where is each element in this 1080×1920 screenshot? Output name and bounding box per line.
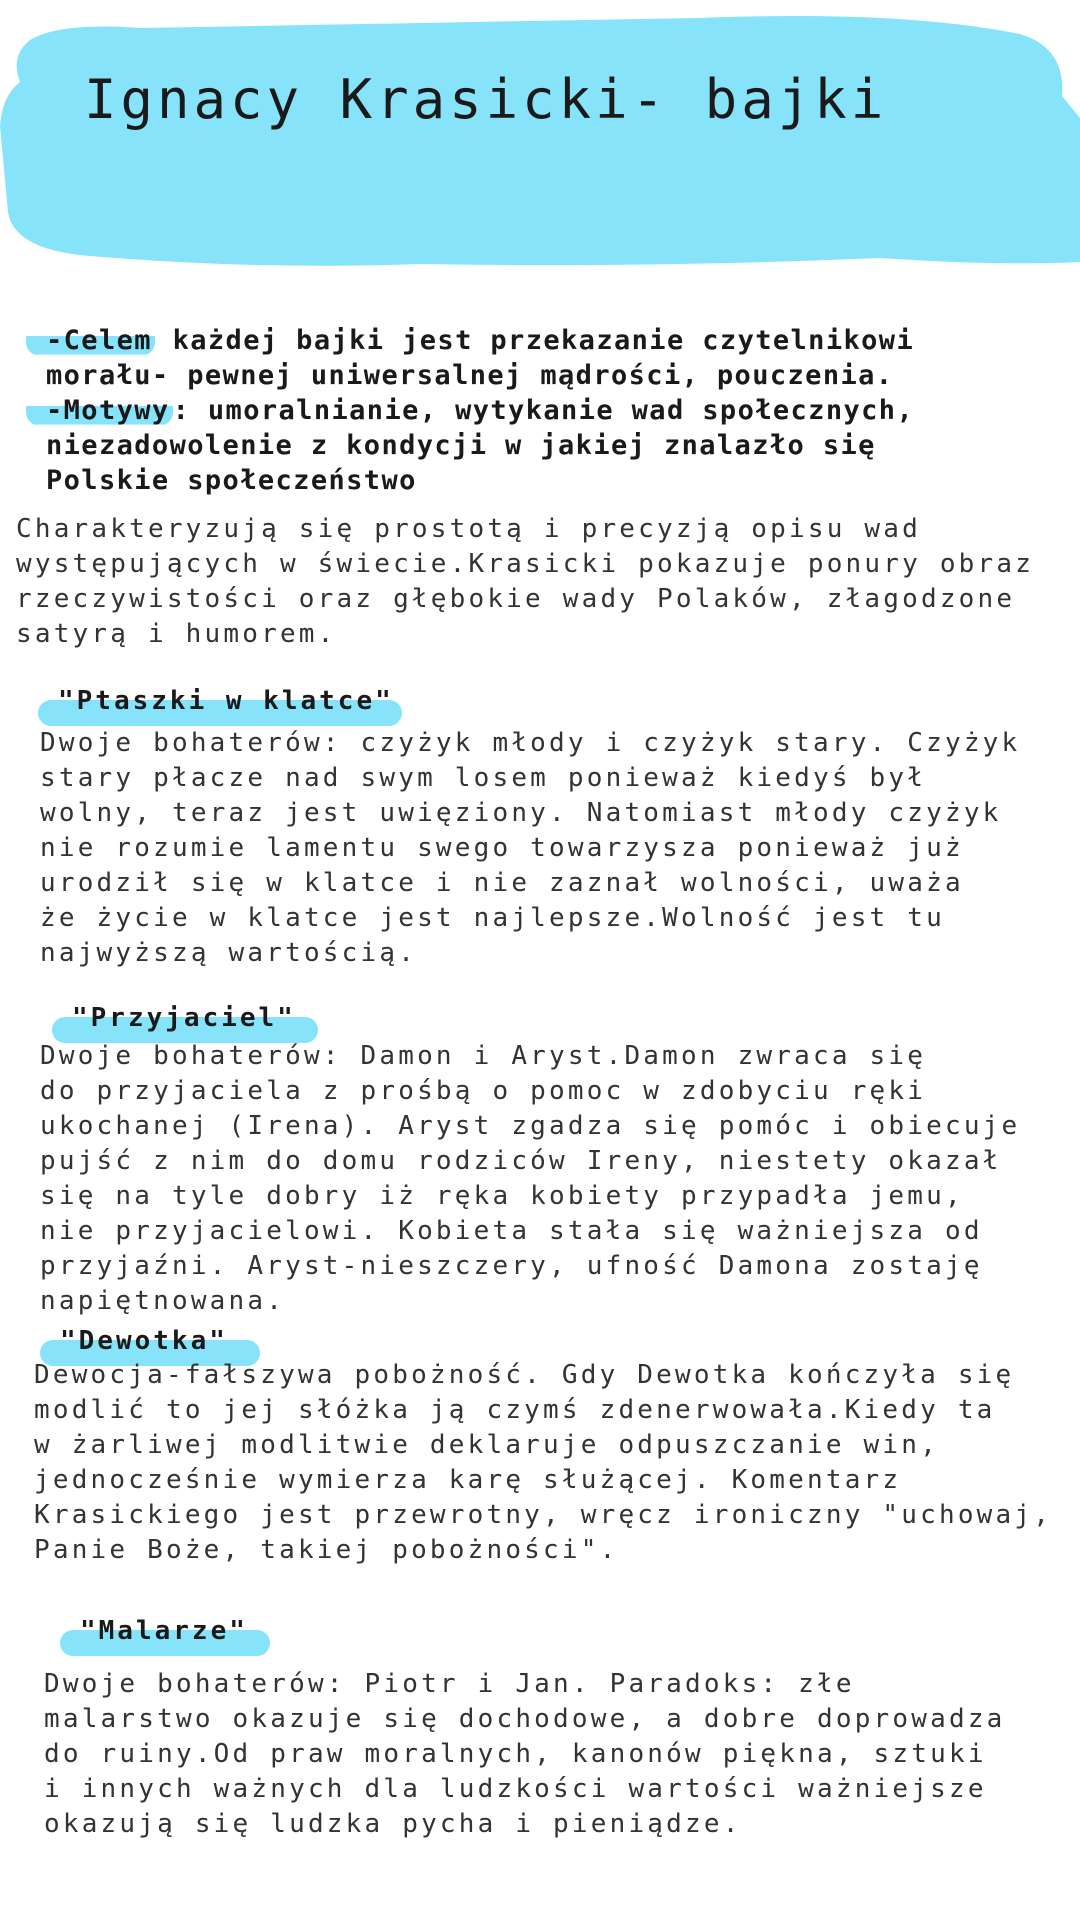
- paragraph-line: Dwoje bohaterów: Damon i Aryst.Damon zwraca się: [40, 1041, 927, 1071]
- intro-line-4: niezadowolenie z kondycji w jakiej znalazło się: [46, 430, 876, 461]
- intro-line-2: morału- pewnej uniwersalnej mądrości, pouczenia.: [46, 360, 894, 391]
- intro-block: [46, 323, 1056, 498]
- paragraph-line: urodził się w klatce i nie zaznał wolności, uważa: [40, 868, 964, 898]
- paragraph-line: wolny, teraz jest uwięziony. Natomiast młody czyżyk: [40, 798, 1002, 828]
- paragraph-line: w żarliwej modlitwie deklaruje odpuszczanie win,: [34, 1430, 939, 1460]
- motywy-label: -Motywy: [26, 395, 173, 426]
- paragraph-line: stary płacze nad swym losem ponieważ kiedyś był: [40, 763, 927, 793]
- section-heading-ptaszki: [38, 686, 402, 726]
- paragraph-line: modlić to jej słóżka ją czymś zdenerwowała.Kiedy ta: [34, 1395, 996, 1425]
- section-heading-label: "Przyjaciel": [72, 1003, 296, 1033]
- paragraph-line: rzeczywistości oraz głębokie wady Polaków, złagodzone: [16, 584, 1016, 614]
- intro-line-1: [46, 323, 1056, 358]
- section-paragraph-malarze: [44, 1667, 1006, 1842]
- paragraph-line: satyrą i humorem.: [16, 619, 337, 649]
- paragraph-line: Krasickiego jest przewrotny, wręcz ironiczny "uchowaj,: [34, 1500, 1053, 1530]
- paragraph-line: występujących w świecie.Krasicki pokazuje ponury obraz: [16, 549, 1035, 579]
- section-heading-label: "Dewotka": [60, 1326, 228, 1356]
- paragraph-line: jednocześnie wymierza karę służącej. Komentarz: [34, 1465, 902, 1495]
- paragraph-line: że życie w klatce jest najlepsze.Wolność jest tu: [40, 903, 945, 933]
- paragraph-line: najwyższą wartością.: [40, 938, 418, 968]
- paragraph-line: Panie Boże, takiej pobożności".: [34, 1535, 619, 1565]
- intro-line-3: [46, 393, 1056, 428]
- paragraph-line: napiętnowana.: [40, 1286, 286, 1316]
- general-paragraph: [16, 512, 1034, 652]
- cel-text: każdej bajki jest przekazanie czytelnikowi: [154, 325, 915, 356]
- paragraph-line: przyjaźni. Aryst-nieszczery, ufność Damona zostaję: [40, 1251, 983, 1281]
- paragraph-line: ukochanej (Irena). Aryst zgadza się pomóc i obiecuje: [40, 1111, 1021, 1141]
- motywy-text: : umoralnianie, wytykanie wad społecznych,: [172, 395, 915, 426]
- paragraph-line: pujść z nim do domu rodziców Ireny, niestety okazał: [40, 1146, 1002, 1176]
- paragraph-line: do ruiny.Od praw moralnych, kanonów piękna, sztuki: [44, 1739, 987, 1769]
- paragraph-line: malarstwo okazuje się dochodowe, a dobre doprowadza: [44, 1704, 1006, 1734]
- page-title: Ignacy Krasicki- bajki: [84, 68, 888, 131]
- section-paragraph-dewotka: [34, 1358, 1052, 1568]
- paragraph-line: Dewocja-fałszywa pobożność. Gdy Dewotka kończyła się: [34, 1360, 1015, 1390]
- paragraph-line: Dwoje bohaterów: czyżyk młody i czyżyk stary. Czyżyk: [40, 728, 1021, 758]
- paragraph-line: się na tyle dobry iż ręka kobiety przypadła jemu,: [40, 1181, 964, 1211]
- section-paragraph-przyjaciel: [40, 1039, 1020, 1319]
- paragraph-line: do przyjaciela z prośbą o pomoc w zdobyciu ręki: [40, 1076, 927, 1106]
- paragraph-line: nie rozumie lamentu swego towarzysza ponieważ już: [40, 833, 964, 863]
- title-highlight-shape: [0, 0, 1080, 280]
- paragraph-line: Charakteryzują się prostotą i precyzją opisu wad: [16, 514, 921, 544]
- paragraph-line: i innych ważnych dla ludzkości wartości ważniejsze: [44, 1774, 987, 1804]
- paragraph-line: Dwoje bohaterów: Piotr i Jan. Paradoks: złe: [44, 1669, 855, 1699]
- paragraph-line: nie przyjacielowi. Kobieta stała się ważniejsza od: [40, 1216, 983, 1246]
- cel-label: -Celem: [26, 325, 155, 356]
- intro-line-5: Polskie społeczeństwo: [46, 465, 417, 496]
- paragraph-line: okazują się ludzka pycha i pieniądze.: [44, 1809, 742, 1839]
- section-heading-malarze: [60, 1616, 270, 1656]
- section-paragraph-ptaszki: [40, 726, 1020, 971]
- section-heading-label: "Ptaszki w klatce": [58, 686, 394, 716]
- section-heading-label: "Malarze": [80, 1616, 248, 1646]
